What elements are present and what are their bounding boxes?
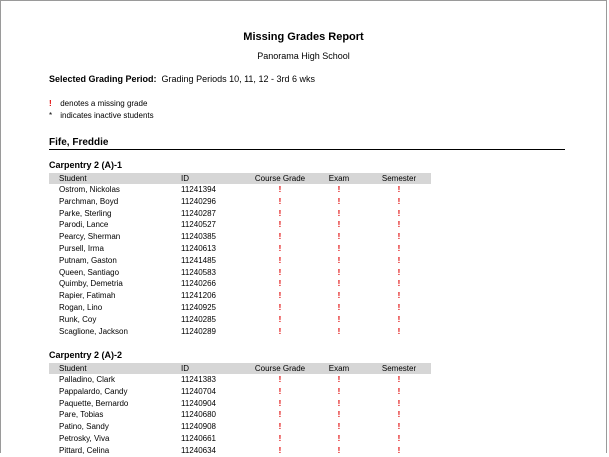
student-name-cell: Runk, Coy (59, 314, 97, 324)
column-header-course-grade: Course Grade (254, 174, 306, 183)
student-name-cell: Rapier, Fatimah (59, 291, 116, 301)
missing-exam-icon: ! (337, 375, 341, 384)
missing-exam-icon: ! (337, 255, 341, 265)
missing-exam-icon: ! (337, 314, 341, 324)
table-row (49, 208, 431, 220)
missing-exam-icon: ! (337, 220, 341, 230)
missing-course-grade-icon: ! (278, 314, 282, 324)
table-row (49, 267, 431, 279)
missing-semester-icon: ! (397, 255, 401, 265)
missing-semester-icon: ! (397, 398, 401, 408)
missing-exam-icon: ! (337, 422, 341, 432)
student-name-cell: Pittard, Celina (59, 445, 110, 455)
missing-course-grade-icon: ! (278, 208, 282, 218)
column-header-semester: Semester (381, 364, 417, 373)
missing-course-grade-icon: ! (278, 220, 282, 230)
missing-course-grade-icon: ! (278, 255, 282, 265)
missing-semester-icon: ! (397, 208, 401, 218)
missing-course-grade-icon: ! (278, 326, 282, 336)
table-row (49, 290, 431, 302)
student-name-cell: Pursell, Irma (59, 243, 104, 253)
missing-course-grade-icon: ! (278, 232, 282, 242)
table-row (49, 184, 431, 196)
table-row (49, 398, 431, 410)
student-id-cell: 11241485 (181, 255, 216, 265)
student-name-cell: Palladino, Clark (59, 375, 116, 384)
missing-exam-icon: ! (337, 267, 341, 277)
course-title: Carpentry 2 (A)-1 (49, 160, 123, 170)
missing-exam-icon: ! (337, 398, 341, 408)
student-id-cell: 11240296 (181, 196, 216, 206)
student-id-cell: 11240583 (181, 267, 216, 277)
student-name-cell: Paquette, Bernardo (59, 398, 129, 408)
report-title: Missing Grades Report (243, 31, 364, 43)
divider (49, 149, 565, 150)
missing-exam-icon: ! (337, 433, 341, 443)
missing-course-grade-icon: ! (278, 386, 282, 396)
missing-semester-icon: ! (397, 445, 401, 455)
missing-semester-icon: ! (397, 326, 401, 336)
missing-course-grade-icon: ! (278, 243, 282, 253)
student-name-cell: Quimby, Demetria (59, 279, 123, 289)
student-name-cell: Scaglione, Jackson (59, 326, 128, 336)
missing-exam-icon: ! (337, 196, 341, 206)
missing-exam-icon: ! (337, 279, 341, 289)
missing-exam-icon: ! (337, 185, 341, 194)
legend-inactive (49, 111, 154, 120)
missing-exam-icon: ! (337, 232, 341, 242)
missing-semester-icon: ! (397, 279, 401, 289)
table-row (49, 433, 431, 445)
student-id-cell: 11241383 (181, 375, 216, 384)
table-row (49, 231, 431, 243)
student-id-cell: 11240704 (181, 386, 216, 396)
student-name-cell: Pearcy, Sherman (59, 232, 121, 242)
missing-exam-icon: ! (337, 445, 341, 455)
table-row (49, 243, 431, 255)
missing-course-grade-icon: ! (278, 302, 282, 312)
student-id-cell: 11240285 (181, 314, 216, 324)
missing-exam-icon: ! (337, 291, 341, 301)
course-title: Carpentry 2 (A)-2 (49, 350, 123, 360)
missing-grade-icon: ! (49, 99, 52, 108)
student-id-cell: 11240680 (181, 410, 216, 420)
student-id-cell: 11240661 (181, 433, 216, 443)
teacher-name: Fife, Freddie (49, 137, 109, 148)
column-header-exam: Exam (328, 364, 350, 373)
grading-period-value: Grading Periods 10, 11, 12 - 3rd 6 wks (161, 74, 315, 84)
grading-period (49, 74, 315, 84)
missing-semester-icon: ! (397, 302, 401, 312)
table-row (49, 386, 431, 398)
table-row (49, 302, 431, 314)
missing-course-grade-icon: ! (278, 196, 282, 206)
student-id-cell: 11241206 (181, 291, 216, 301)
column-header-id: ID (181, 364, 189, 373)
missing-course-grade-icon: ! (278, 445, 282, 455)
missing-semester-icon: ! (397, 433, 401, 443)
column-header-semester: Semester (381, 174, 417, 183)
student-id-cell: 11241394 (181, 185, 216, 194)
student-id-cell: 11240908 (181, 422, 216, 432)
student-id-cell: 11240385 (181, 232, 216, 242)
missing-course-grade-icon: ! (278, 410, 282, 420)
missing-exam-icon: ! (337, 243, 341, 253)
missing-semester-icon: ! (397, 375, 401, 384)
table-header (49, 363, 431, 374)
table-row (49, 326, 431, 338)
missing-semester-icon: ! (397, 220, 401, 230)
missing-semester-icon: ! (397, 410, 401, 420)
student-id-cell: 11240289 (181, 326, 216, 336)
student-name-cell: Parke, Sterling (59, 208, 112, 218)
student-name-cell: Petrosky, Viva (59, 433, 110, 443)
missing-semester-icon: ! (397, 291, 401, 301)
table-header (49, 173, 431, 184)
table-row (49, 409, 431, 421)
grades-table (49, 363, 431, 457)
legend-text: denotes a missing grade (60, 99, 148, 108)
table-row (49, 421, 431, 433)
table-row (49, 219, 431, 231)
missing-course-grade-icon: ! (278, 398, 282, 408)
table-row (49, 445, 431, 457)
grading-period-label: Selected Grading Period: (49, 74, 157, 84)
student-name-cell: Patino, Sandy (59, 422, 109, 432)
student-name-cell: Queen, Santiago (59, 267, 120, 277)
missing-course-grade-icon: ! (278, 422, 282, 432)
table-row (49, 196, 431, 208)
missing-course-grade-icon: ! (278, 433, 282, 443)
missing-course-grade-icon: ! (278, 267, 282, 277)
table-row (49, 374, 431, 386)
grades-table (49, 173, 431, 337)
column-header-student: Student (59, 174, 87, 183)
student-name-cell: Pare, Tobias (59, 410, 104, 420)
missing-semester-icon: ! (397, 232, 401, 242)
student-name-cell: Ostrom, Nickolas (59, 185, 120, 194)
student-id-cell: 11240925 (181, 302, 216, 312)
column-header-student: Student (59, 364, 87, 373)
student-name-cell: Pappalardo, Candy (59, 386, 128, 396)
student-id-cell: 11240287 (181, 208, 216, 218)
missing-semester-icon: ! (397, 386, 401, 396)
missing-course-grade-icon: ! (278, 291, 282, 301)
missing-exam-icon: ! (337, 208, 341, 218)
student-id-cell: 11240634 (181, 445, 216, 455)
legend-missing (49, 99, 147, 108)
missing-exam-icon: ! (337, 410, 341, 420)
missing-semester-icon: ! (397, 422, 401, 432)
missing-semester-icon: ! (397, 185, 401, 194)
missing-course-grade-icon: ! (278, 279, 282, 289)
student-name-cell: Putnam, Gaston (59, 255, 117, 265)
student-id-cell: 11240613 (181, 243, 216, 253)
school-name: Panorama High School (257, 51, 350, 61)
inactive-marker-icon: * (49, 111, 53, 120)
table-row (49, 278, 431, 290)
column-header-exam: Exam (328, 174, 350, 183)
missing-exam-icon: ! (337, 326, 341, 336)
student-name-cell: Parodi, Lance (59, 220, 109, 230)
student-id-cell: 11240527 (181, 220, 216, 230)
missing-semester-icon: ! (397, 267, 401, 277)
student-name-cell: Rogan, Lino (59, 302, 103, 312)
column-header-id: ID (181, 174, 189, 183)
student-id-cell: 11240266 (181, 279, 216, 289)
missing-semester-icon: ! (397, 196, 401, 206)
missing-course-grade-icon: ! (278, 185, 282, 194)
missing-exam-icon: ! (337, 302, 341, 312)
student-id-cell: 11240904 (181, 398, 216, 408)
student-name-cell: Parchman, Boyd (59, 196, 119, 206)
legend-text: indicates inactive students (60, 111, 154, 120)
missing-semester-icon: ! (397, 243, 401, 253)
missing-course-grade-icon: ! (278, 375, 282, 384)
missing-semester-icon: ! (397, 314, 401, 324)
table-row (49, 255, 431, 267)
table-row (49, 314, 431, 326)
column-header-course-grade: Course Grade (254, 364, 306, 373)
missing-exam-icon: ! (337, 386, 341, 396)
